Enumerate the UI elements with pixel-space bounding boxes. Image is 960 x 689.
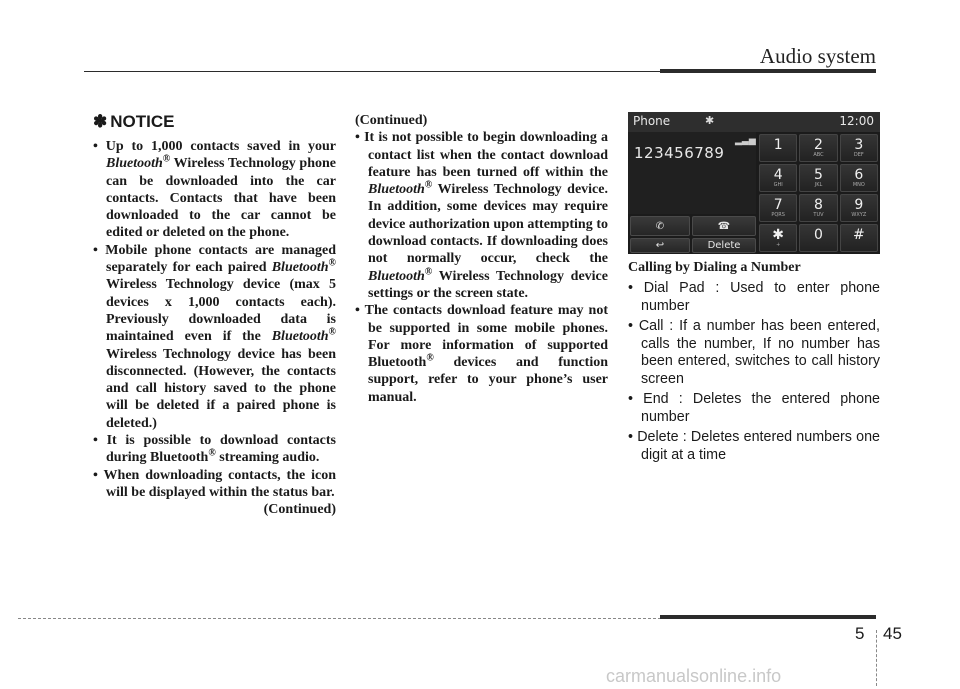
dial-key[interactable]: 1	[759, 134, 797, 162]
notice-item: • It is not possible to begin downloading a contact list when the contact download feature has been turned off within the Bluetooth® Wireless Technology device. In addition, some devices may require device authorization upon attempting to download contacts. If downloading does not normally occur, check the Bluetooth® Wireless Technology device settings or the screen state.	[355, 130, 608, 301]
chapter-number: 5	[855, 624, 865, 643]
dial-key[interactable]: ✱ +	[759, 224, 797, 252]
dial-key[interactable]: 2 ABC	[799, 134, 837, 162]
notice-heading: ✽ NOTICE	[93, 112, 175, 131]
dial-key[interactable]: #	[840, 224, 878, 252]
section-heading: Calling by Dialing a Number	[628, 260, 801, 275]
dial-key[interactable]: 7 PQRS	[759, 194, 797, 222]
column-right	[628, 112, 880, 467]
end-button[interactable]	[692, 216, 756, 236]
bluetooth-icon: ✱	[705, 114, 715, 127]
dial-key[interactable]: 3 DEF	[840, 134, 878, 162]
end-call-icon: ☎	[717, 220, 731, 232]
call-icon: ✆	[655, 220, 665, 232]
back-button[interactable]	[630, 238, 690, 253]
back-arrow-icon: ↩	[655, 240, 665, 251]
dial-key[interactable]: 4 GHI	[759, 164, 797, 192]
dial-key[interactable]: 8 TUV	[799, 194, 837, 222]
feature-item: • Delete : Deletes entered numbers one digit at a time	[628, 429, 880, 463]
notice-item: • When downloading contacts, the icon will be displayed within the status bar.	[93, 467, 336, 500]
dial-key[interactable]: 5 JKL	[799, 164, 837, 192]
header-rule-accent	[660, 69, 876, 73]
header-rule	[84, 71, 660, 72]
notice-star-icon: ✽	[93, 112, 108, 131]
delete-button[interactable]: Delete	[692, 238, 756, 253]
notice-item: • The contacts download feature may not be supported in some mobile phones. For more information of supported Bluetooth® devices and function support, refer to your phone’s user manual.	[355, 303, 608, 405]
notice-item: • Mobile phone contacts are managed separately for each paired Bluetooth® Wireless Technology device (max 5 devices x 1,000 contacts each). Previously downloaded data is maintained even if the Bluetooth® Wireless Technology device has been disconnected. (However, the contacts and call history saved to the phone will be deleted if a paired phone is deleted.)	[93, 242, 336, 431]
page-number: 45	[883, 624, 902, 643]
header-title: Audio system	[759, 44, 876, 68]
call-button[interactable]	[630, 216, 690, 236]
phone-screen-illustration	[628, 112, 880, 254]
continued-label: (Continued)	[263, 502, 336, 518]
feature-item: • End : Deletes the entered phone number	[628, 391, 880, 425]
feature-item: • Call : If a number has been entered, calls the number, If no number has been entered, switches to call history screen	[628, 318, 880, 387]
dial-key[interactable]: 9 WXYZ	[840, 194, 878, 222]
footer-rule-accent	[660, 615, 876, 619]
continued-label: (Continued)	[355, 113, 428, 128]
dial-key[interactable]: 0	[799, 224, 837, 252]
signal-icon: ▂▃▅	[735, 136, 756, 146]
notice-item: • Up to 1,000 contacts saved in your Bluetooth® Wireless Technology phone can be downloaded into the car contacts. Contacts that have been downloaded to the car cannot be edited or deleted on the phone.	[93, 139, 336, 241]
column-middle	[355, 112, 608, 406]
watermark: carmanualsonline.info	[606, 666, 782, 686]
dialed-number: 123456789	[634, 144, 725, 162]
column-left	[93, 112, 336, 519]
footer-divider	[876, 630, 877, 686]
feature-item: • Dial Pad : Used to enter phone number	[628, 280, 880, 314]
dial-key[interactable]: 6 MNO	[840, 164, 878, 192]
phone-clock: 12:00	[839, 114, 874, 128]
dial-pad	[759, 134, 878, 252]
phone-screen-title: Phone	[633, 114, 671, 128]
notice-item: • It is possible to download contacts during Bluetooth® streaming audio.	[93, 433, 337, 466]
